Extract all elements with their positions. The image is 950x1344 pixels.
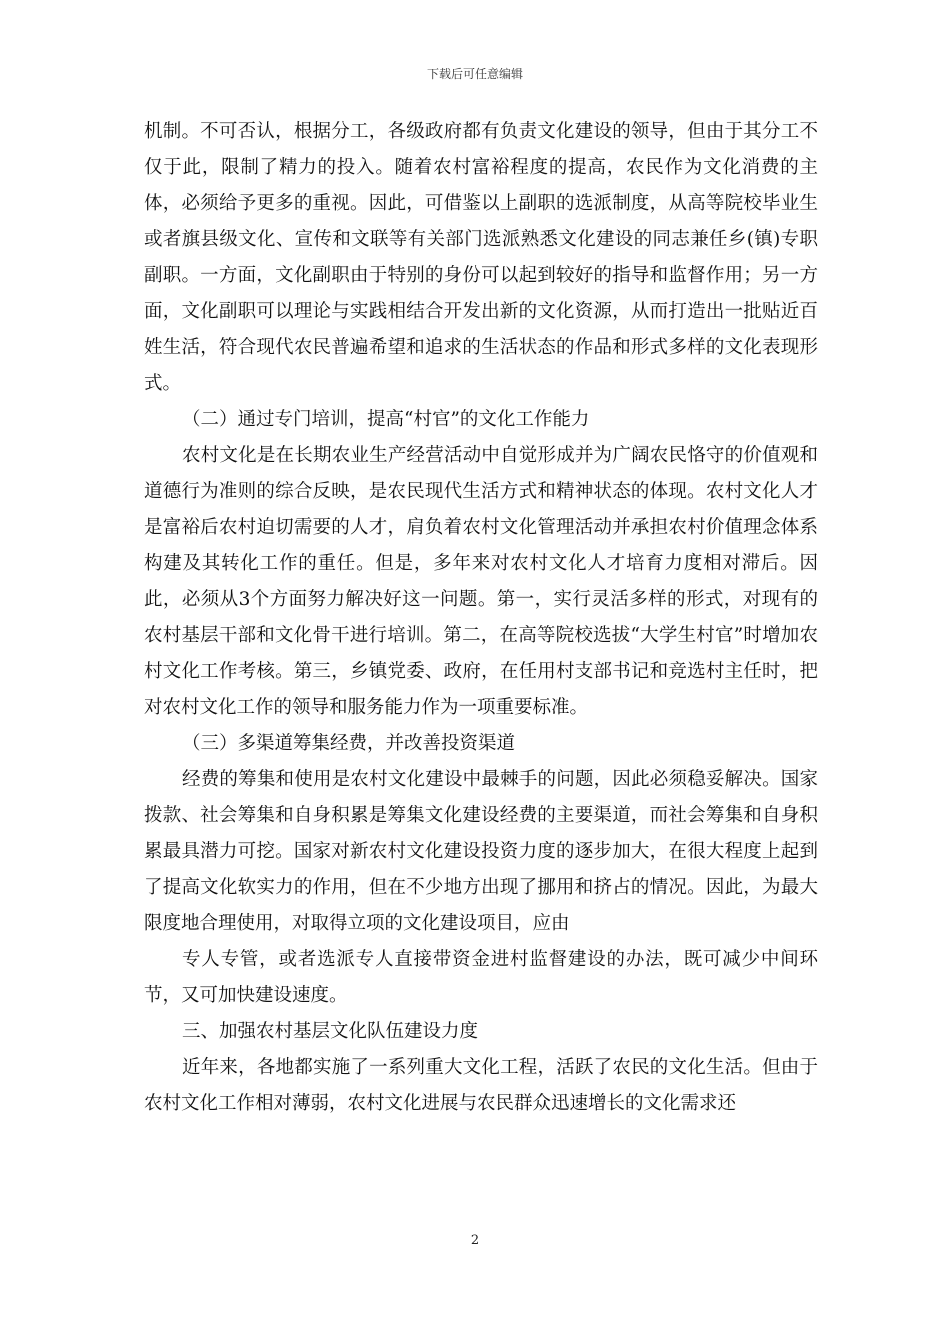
page-number: 2 [470, 1233, 480, 1248]
page-header: 下载后可任意编辑 [426, 67, 523, 81]
paragraph: 农村文化是在长期农业生产经营活动中自觉形成并为广阔农民恪守的价值观和道德行为准则的综合反映，是农民现代生活方式和精神状态的体现。农村文化人才是富裕后农村迫切需要的人才，肩负着农村文化管理活动并承担农村价值理念体系构建及其转化工作的重任。但是，多年来对农村文化人才培育力度相对滞后。因此，必须从3个方面努力解决好这一问题。第一，实行灵活多样的形式，对现有的农村基层干部和文化骨干进行培训。第二，在高等院校选拔“大学生村官”时增加农村文化工作考核。第三，乡镇党委、政府，在任用村支部书记和竞选村主任时，把对农村文化工作的领导和服务能力作为一项重要标准。 [144, 445, 818, 718]
section-heading: （三）多渠道筹集经费，并改善投资渠道 [182, 733, 516, 754]
paragraph: 经费的筹集和使用是农村文化建设中最棘手的问题，因此必须稳妥解决。国家拨款、社会筹集和自身积累是筹集文化建设经费的主要渠道，而社会筹集和自身积累最具潜力可挖。国家对新农村文化建设投资力度的逐步加大，在很大程度上起到了提高文化软实力的作用，但在不少地方出现了挪用和挤占的情况。因此，为最大限度地合理使用，对取得立项的文化建设项目，应由 [144, 769, 818, 934]
section-heading: （二）通过专门培训，提高“村官”的文化工作能力 [182, 409, 590, 430]
document-body [144, 114, 818, 1122]
paragraph: 专人专管，或者选派专人直接带资金进村监督建设的办法，既可减少中间环节，又可加快建设速度。 [144, 949, 818, 1006]
paragraph: 近年来，各地都实施了一系列重大文化工程，活跃了农民的文化生活。但由于农村文化工作相对薄弱，农村文化进展与农民群众迅速增长的文化需求还 [144, 1057, 818, 1114]
section-heading: 三、加强农村基层文化队伍建设力度 [182, 1021, 479, 1042]
paragraph: 机制。不可否认，根据分工，各级政府都有负责文化建设的领导，但由于其分工不仅于此，限制了精力的投入。随着农村富裕程度的提高，农民作为文化消费的主体，必须给予更多的重视。因此，可借鉴以上副职的选派制度，从高等院校毕业生或者旗县级文化、宣传和文联等有关部门选派熟悉文化建设的同志兼任乡(镇)专职副职。一方面，文化副职由于特别的身份可以起到较好的指导和监督作用；另一方面，文化副职可以理论与实践相结合开发出新的文化资源，从而打造出一批贴近百姓生活，符合现代农民普遍希望和追求的生活状态的作品和形式多样的文化表现形式。 [144, 121, 818, 394]
